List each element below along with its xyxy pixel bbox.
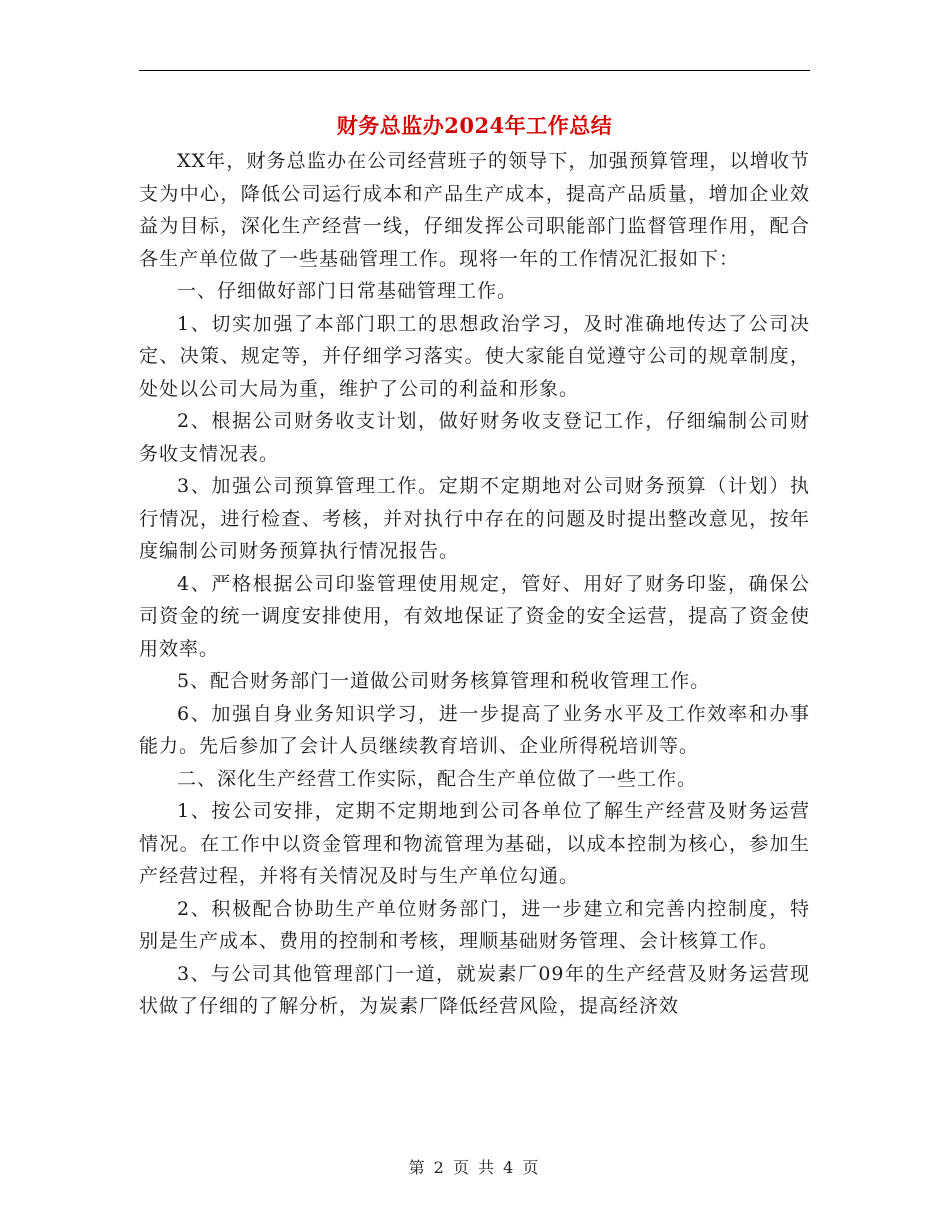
paragraph-item-2-2: 2、积极配合协助生产单位财务部门，进一步建立和完善内控制度，特别是生产成本、费用的控制和考核，理顺基础财务管理、会计核算工作。 [139, 897, 810, 952]
paragraph-item-1-5: 5、配合财务部门一道做公司财务核算管理和税收管理工作。 [177, 670, 711, 692]
paragraph-item-1-3: 3、加强公司预算管理工作。定期不定期地对公司财务预算（计划）执行情况，进行检查、考核，并对执行中存在的问题及时提出整改意见，按年度编制公司财务预算执行情况报告。 [139, 475, 810, 562]
paragraph-item-1-4: 4、严格根据公司印鉴管理使用规定，管好、用好了财务印鉴，确保公司资金的统一调度安排使用，有效地保证了资金的安全运营，提高了资金使用效率。 [139, 572, 810, 660]
document-body [139, 145, 810, 1023]
header-rule [139, 70, 810, 71]
paragraph-item-2-1: 1、按公司安排，定期不定期地到公司各单位了解生产经营及财务运营情况。在工作中以资金管理和物流管理为基础，以成本控制为核心，参加生产经营过程，并将有关情况及时与生产单位勾通。 [139, 800, 810, 887]
paragraph-item-1-1: 1、切实加强了本部门职工的思想政治学习，及时准确地传达了公司决定、决策、规定等，并仔细学习落实。使大家能自觉遵守公司的规章制度，处处以公司大局为重，维护了公司的利益和形象。 [139, 312, 810, 400]
paragraph-section-1: 一、仔细做好部门日常基础管理工作。 [177, 280, 518, 302]
paragraph-item-2-3: 3、与公司其他管理部门一道，就炭素厂09年的生产经营及财务运营现状做了仔细的了解分析，为炭素厂降低经营风险，提高经济效 [139, 962, 810, 1017]
paragraph-intro: XX年，财务总监办在公司经营班子的领导下，加强预算管理，以增收节支为中心，降低公司运行成本和产品生产成本，提高产品质量，增加企业效益为目标，深化生产经营一线，仔细发挥公司职能部门监督管理作用，配合各生产单位做了一些基础管理工作。现将一年的工作情况汇报如下： [139, 150, 810, 270]
page-footer: 第 2 页 共 4 页 [408, 1158, 541, 1177]
paragraph-item-1-6: 6、加强自身业务知识学习，进一步提高了业务水平及工作效率和办事能力。先后参加了会计人员继续教育培训、企业所得税培训等。 [139, 702, 810, 757]
paragraph-section-2: 二、深化生产经营工作实际，配合生产单位做了一些工作。 [177, 767, 698, 790]
paragraph-item-1-2: 2、根据公司财务收支计划，做好财务收支登记工作，仔细编制公司财务收支情况表。 [139, 410, 810, 465]
document-title: 财务总监办2024年工作总结 [336, 113, 613, 138]
